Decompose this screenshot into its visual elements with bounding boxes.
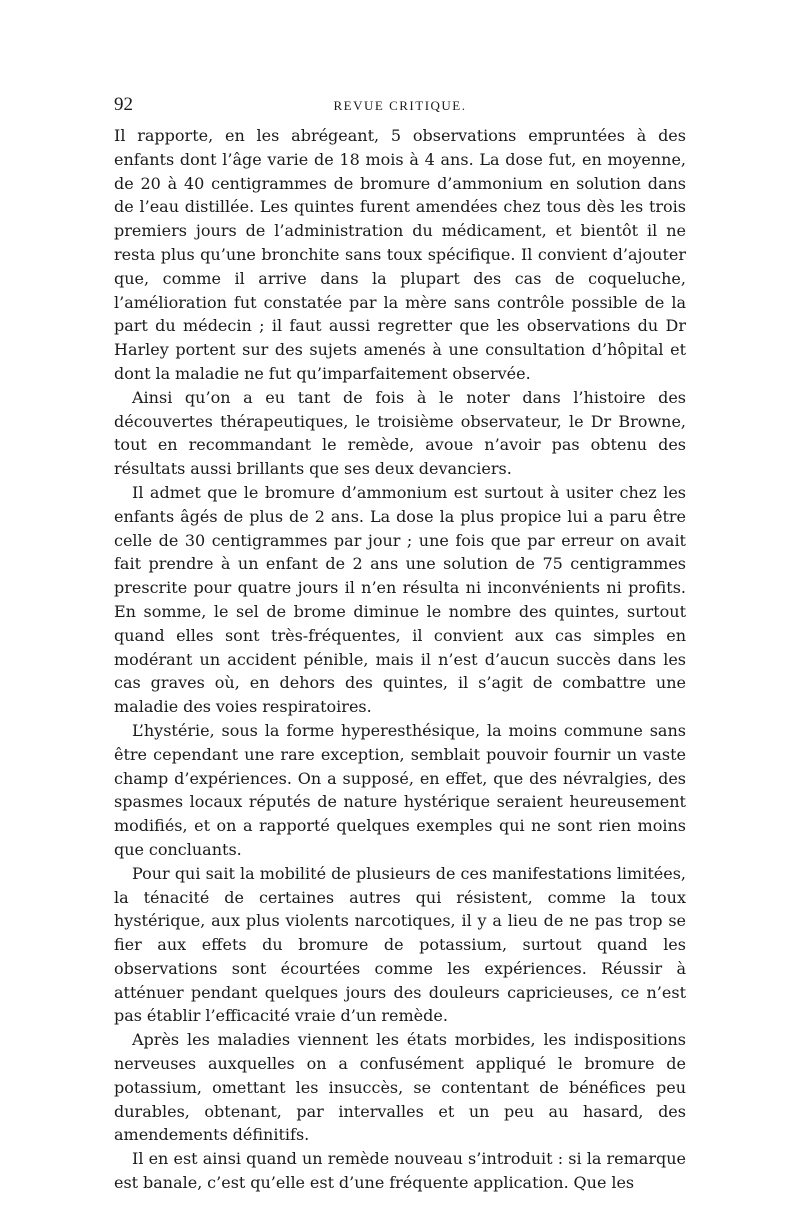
- paragraph: L’hystérie, sous la forme hyperesthésique, la moins commune sans être cependant une rare exception, semblait pouvoir fournir un vaste champ d’expériences. On a supposé, en effet, que des névralgies, des spasmes locaux réputés de nature hystérique seraient heureusement modifiés, et on a rapporté quelques exemples qui ne sont rien moins que concluants.: [114, 720, 686, 859]
- page-number: 92: [114, 94, 133, 115]
- page: [114, 90, 686, 1195]
- paragraph: Pour qui sait la mobilité de plusieurs de ces manifestations limitées, la ténacité de certaines autres qui résistent, comme la toux hystérique, aux plus violents narcotiques, il y a lieu de ne pas trop se fier aux effets du bromure de potassium, surtout quand les observations sont écourtées comme les expériences. Réussir à atténuer pendant quelques jours des douleurs capricieuses, ce n’est pas établir l’efficacité vraie d’un remède.: [114, 863, 686, 1026]
- paragraph: Après les maladies viennent les états morbides, les indispositions nerveuses auxquelles on a confusément appliqué le bromure de potassium, omettant les insuccès, se contentant de bénéfices peu durables, obtenant, par intervalles et un peu au hasard, des amendements définitifs.: [114, 1030, 686, 1145]
- paragraph: Ainsi qu’on a eu tant de fois à le noter dans l’histoire des découvertes thérapeutiques, le troisième observateur, le Dr Browne, tout en recommandant le remède, avoue n’avoir pas obtenu des résultats aussi brillants que ses deux devanciers.: [114, 387, 686, 479]
- paragraph: Il en est ainsi quand un remède nouveau s’introduit : si la remarque est banale, c’est qu’elle est d’une fréquente application. Que les: [114, 1149, 686, 1193]
- paragraph: Il admet que le bromure d’ammonium est surtout à usiter chez les enfants âgés de plus de 2 ans. La dose la plus propice lui a paru être celle de 30 centigrammes par jour ; une fois que par erreur on avait fait prendre à un enfant de 2 ans une solution de 75 centigrammes prescrite pour quatre jours il n’en résulta ni inconvénients ni profits. En somme, le sel de brome diminue le nombre des quintes, surtout quand elles sont très-fréquentes, il convient aux cas simples en modérant un accident pénible, mais il n’est d’aucun succès dans les cas graves où, en dehors des quintes, il s’agit de combattre une maladie des voies respiratoires.: [114, 482, 686, 717]
- page-header: [114, 90, 686, 120]
- body-text: [114, 124, 686, 1195]
- running-head: REVUE CRITIQUE.: [333, 98, 467, 113]
- paragraph: Il rapporte, en les abrégeant, 5 observations empruntées à des enfants dont l’âge varie de 18 mois à 4 ans. La dose fut, en moyenne, de 20 à 40 centigrammes de bromure d’ammonium en solution dans de l’eau distillée. Les quintes furent amendées chez tous dès les trois premiers jours de l’administration du médicament, et bientôt il ne resta plus qu’une bronchite sans toux spécifique. Il convient d’ajouter que, comme il arrive dans la plupart des cas de coqueluche, l’amélioration fut constatée par la mère sans contrôle possible de la part du médecin ; il faut aussi regretter que les observations du Dr Harley portent sur des sujets amenés à une consultation d’hôpital et dont la maladie ne fut qu’imparfaitement observée.: [114, 126, 686, 383]
